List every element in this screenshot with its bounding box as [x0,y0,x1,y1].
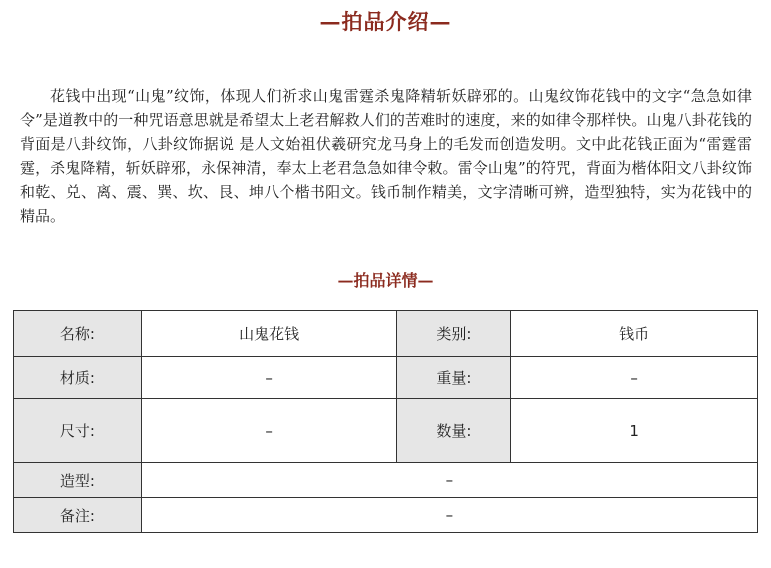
name-value: 山鬼花钱 [141,311,397,357]
table-row [14,311,758,357]
size-value: – [141,399,397,463]
weight-label: 重量: [397,357,511,399]
quantity-value: 1 [511,399,758,463]
item-description: 花钱中出现“山鬼”纹饰，体现人们祈求山鬼雷霆杀鬼降精斩妖辟邪的。山鬼纹饰花钱中的文字“急急如律令”是道教中的一种咒语意思就是希望太上老君解救人们的苦难时的速度，来的如律令那样快。山鬼八卦花钱的背面是八卦纹饰，八卦纹饰据说 是人文始祖伏羲研究龙马身上的毛发而创造发明。文中此花钱正面为“雷霆雷霆，杀鬼降精，斩妖辟邪，永保神清，奉太上老君急急如律令敕。雷令山鬼”的符咒，背面为楷体阳文八卦纹饰和乾、兑、离、震、巽、坎、艮、坤八个楷书阳文。钱币制作精美，文字清晰可辨，造型独特，实为花钱中的精品。 [20,87,752,225]
table-row [14,357,758,399]
table-row [14,463,758,498]
quantity-label: 数量: [397,399,511,463]
table-row [14,498,758,533]
details-section-title: —拍品详情— [337,271,434,290]
remark-label: 备注: [14,498,142,533]
table-row [14,399,758,463]
size-label: 尺寸: [14,399,142,463]
category-value: 钱币 [511,311,758,357]
page-title: —拍品介绍— [319,9,452,34]
material-value: – [141,357,397,399]
name-label: 名称: [14,311,142,357]
remark-value: – [141,498,757,533]
material-label: 材质: [14,357,142,399]
item-details-table [13,310,758,533]
category-label: 类别: [397,311,511,357]
shape-value: – [141,463,757,498]
weight-value: – [511,357,758,399]
shape-label: 造型: [14,463,142,498]
